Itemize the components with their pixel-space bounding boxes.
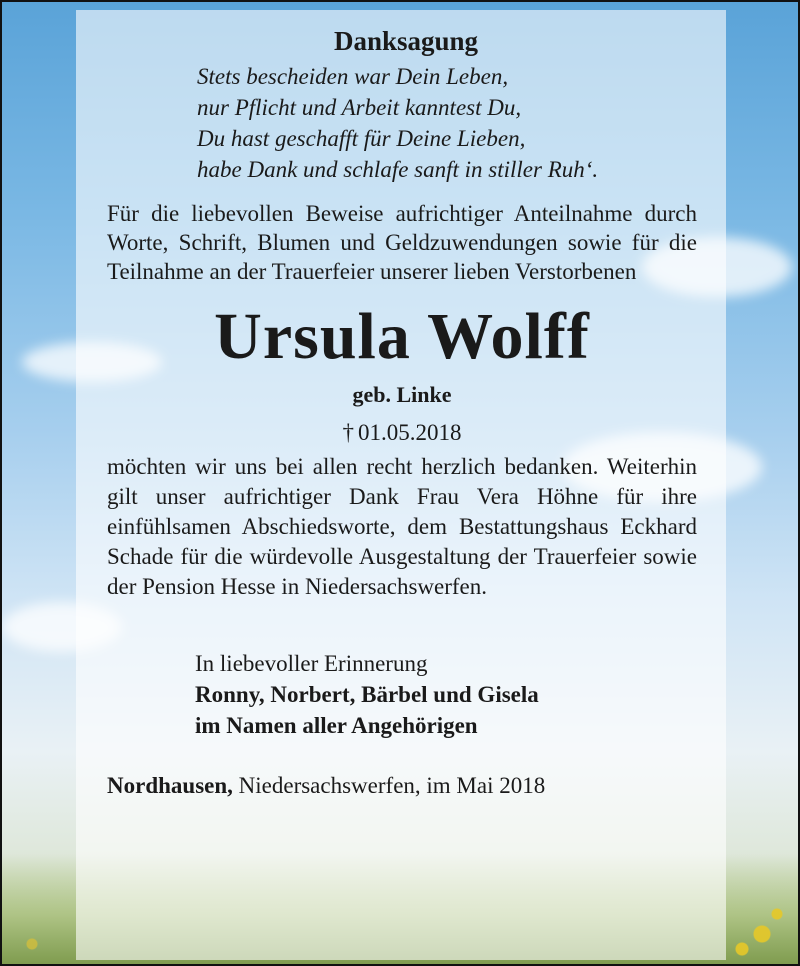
poem-line: Du hast geschafft für Deine Lieben, xyxy=(197,126,526,151)
birth-name: geb. Linke xyxy=(352,382,452,407)
intro-paragraph: Für die liebevollen Beweise aufrichtiger Anteilnahme durch Worte, Schrift, Blumen und Geldzuwendungen sowie für die Teilnahme an der Trauerfeier unserer lieben Verstorbenen xyxy=(107,201,697,284)
signature-intro: In liebevoller Erinnerung xyxy=(195,651,428,676)
thanks-paragraph: möchten wir uns bei allen recht herzlich bedanken. Weiterhin gilt unser aufrichtiger Dank Frau Vera Höhne für ihre einfühlsamen Abschiedsworte, dem Bestattungshaus Eckhard Schade für die würdevolle Ausgestaltung der Trauerfeier sowie der Pension Hesse in Niedersachswerfen. xyxy=(107,454,697,599)
place-date: Niedersachswerfen, im Mai 2018 xyxy=(232,773,546,798)
poem xyxy=(197,61,697,185)
place-city: Nordhausen, xyxy=(107,773,233,798)
signature-names: Ronny, Norbert, Bärbel und Gisela xyxy=(195,682,539,707)
notice-content xyxy=(107,26,697,801)
notice-heading: Danksagung xyxy=(333,26,479,56)
cross-icon: † xyxy=(342,420,354,445)
death-date-line xyxy=(107,418,697,448)
signature-block xyxy=(195,648,697,741)
death-date: 01.05.2018 xyxy=(358,420,462,445)
signature-relatives: im Namen aller Angehörigen xyxy=(195,713,478,738)
place-date-line xyxy=(107,771,697,801)
poem-line: nur Pflicht und Arbeit kanntest Du, xyxy=(197,95,522,120)
poem-line: Stets bescheiden war Dein Leben, xyxy=(197,64,509,89)
poem-line: habe Dank und schlafe sanft in stiller Ruh‘. xyxy=(197,157,599,182)
deceased-name: Ursula Wolff xyxy=(214,300,590,373)
